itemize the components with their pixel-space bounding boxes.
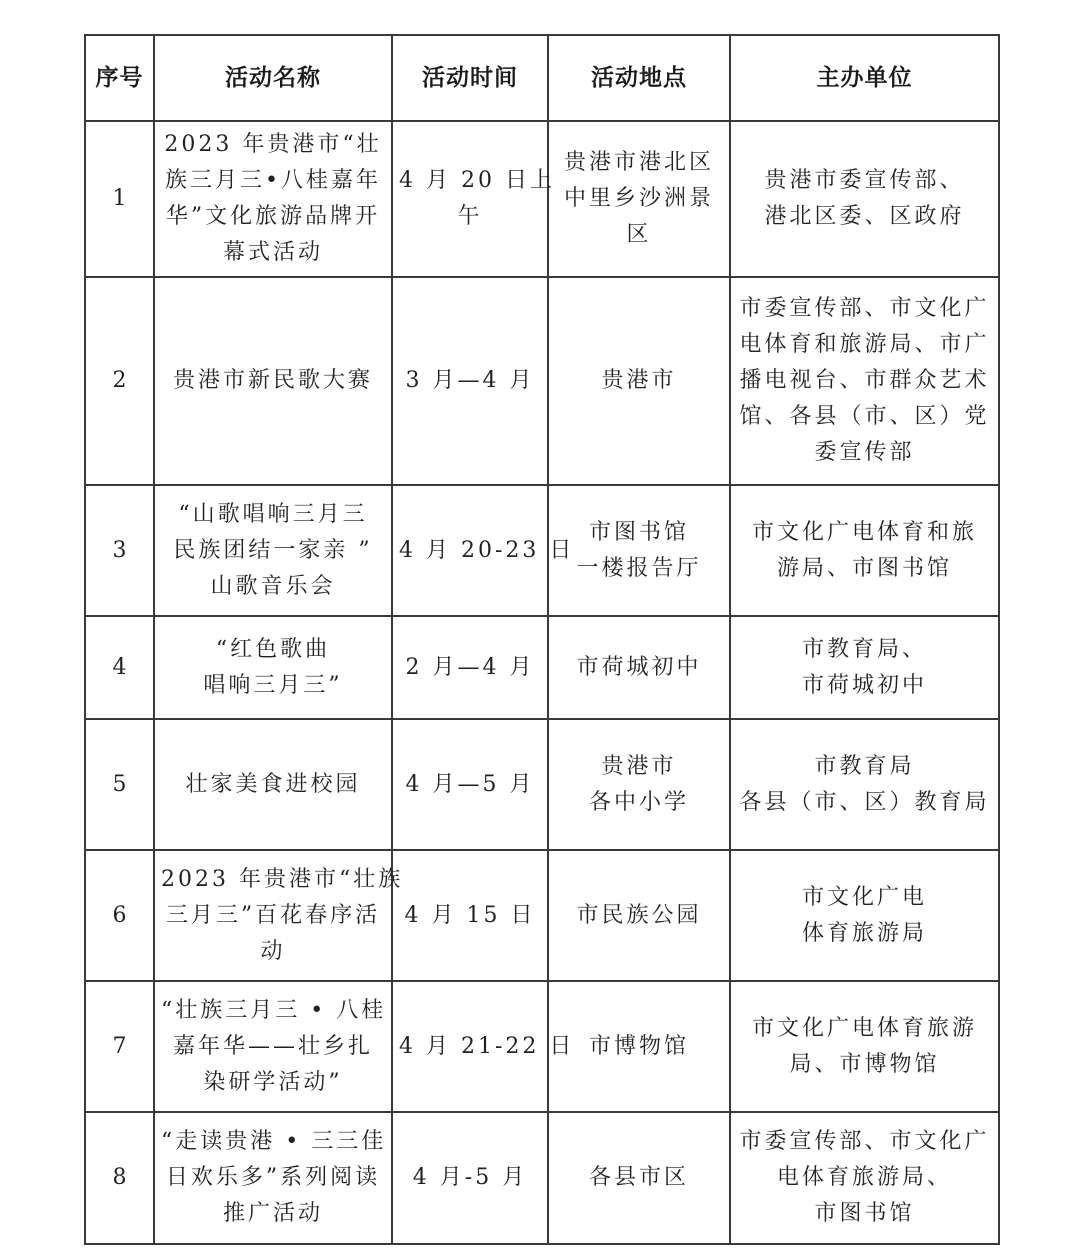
cell-organizer-line: 电体育旅游局、 (776, 1165, 952, 1190)
activity-table-container (84, 34, 998, 1245)
cell-organizer-line: 电体育和旅游局、市广 (739, 332, 990, 357)
cell-name-line: “山歌唱响三月三 (178, 501, 368, 527)
cell-place (548, 277, 730, 485)
cell-time-line: 午 (457, 204, 483, 229)
cell-time-line: 4 月 20-23 日 (399, 537, 575, 563)
header-place: 活动地点 (548, 35, 730, 121)
cell-organizer-line: 市委宣传部、市文化广 (739, 296, 990, 321)
cell-name-line: “红色歌曲 (215, 636, 331, 662)
cell-place-line: 市图书馆 (588, 519, 689, 545)
cell-organizer-line: 委宣传部 (814, 440, 915, 465)
cell-name-line: 壮家美食进校园 (185, 771, 361, 797)
table-row (85, 1112, 999, 1244)
cell-time-line: 4 月 15 日 (404, 902, 536, 928)
cell-name-line: 幕式活动 (222, 240, 323, 265)
cell-name-line: 三月三”百花春序活 (165, 902, 381, 928)
cell-place (548, 981, 730, 1112)
table-header-row (85, 35, 999, 121)
cell-place (548, 121, 730, 277)
table-row (85, 981, 999, 1112)
cell-place (548, 1112, 730, 1244)
cell-name-line: 2023 年贵港市“壮 (164, 132, 382, 157)
cell-time (392, 485, 575, 616)
cell-time (392, 1112, 548, 1244)
cell-place-line: 市博物馆 (588, 1033, 689, 1059)
cell-organizer (730, 719, 999, 850)
cell-organizer (730, 277, 999, 485)
cell-name-line: “壮族三月三 • 八桂 (161, 997, 387, 1023)
cell-name-line: 贵港市新民歌大赛 (172, 368, 373, 393)
header-no: 序号 (85, 35, 154, 121)
cell-place-line: 区 (626, 222, 652, 247)
cell-organizer (730, 981, 999, 1112)
cell-no: 3 (85, 485, 154, 616)
cell-name-line: 族三月三•八桂嘉年 (165, 168, 381, 193)
cell-place (548, 850, 730, 981)
cell-no: 6 (85, 850, 154, 981)
table-row (85, 616, 999, 719)
cell-name-line: 嘉年华——壮乡扎 (172, 1033, 373, 1059)
cell-time (392, 981, 575, 1112)
cell-place-line: 市民族公园 (576, 902, 702, 928)
cell-no: 2 (85, 277, 154, 485)
cell-name (154, 616, 392, 719)
cell-organizer-line: 体育旅游局 (801, 920, 927, 946)
cell-time (392, 277, 548, 485)
cell-place-line: 各县市区 (588, 1165, 689, 1190)
cell-place-line: 贵港市 (601, 368, 677, 393)
cell-name (154, 485, 392, 616)
cell-name-line: 华”文化旅游品牌开 (165, 204, 381, 229)
table-row (85, 485, 999, 616)
cell-no: 5 (85, 719, 154, 850)
cell-name-line: 民族团结一家亲 ” (173, 537, 373, 563)
cell-name-line: 日欢乐多”系列阅读 (165, 1165, 381, 1190)
cell-name-line: 染研学活动” (203, 1069, 343, 1095)
cell-name (154, 1112, 392, 1244)
cell-place-line: 市荷城初中 (576, 654, 702, 680)
cell-name-line: “走读贵港 • 三三佳 (161, 1129, 387, 1154)
cell-no: 4 (85, 616, 154, 719)
cell-organizer-line: 馆、各县（市、区）党 (739, 404, 990, 429)
cell-organizer-line: 各县（市、区）教育局 (739, 789, 990, 815)
cell-place-line: 贵港市港北区 (563, 150, 714, 175)
cell-organizer (730, 485, 999, 616)
cell-organizer-line: 播电视台、市群众艺术 (739, 368, 990, 393)
cell-place (548, 719, 730, 850)
cell-no: 8 (85, 1112, 154, 1244)
table-row (85, 719, 999, 850)
cell-time (392, 121, 555, 277)
table-row (85, 121, 999, 277)
cell-time (392, 616, 548, 719)
cell-organizer-line: 市教育局、 (801, 636, 927, 662)
cell-organizer-line: 局、市博物馆 (789, 1051, 940, 1077)
cell-place-line: 各中小学 (588, 789, 689, 815)
table-row (85, 277, 999, 485)
cell-organizer-line: 市图书馆 (814, 1201, 915, 1226)
cell-organizer-line: 市教育局 (814, 753, 915, 779)
cell-organizer-line: 市委宣传部、市文化广 (739, 1129, 990, 1154)
activity-table (84, 34, 1000, 1245)
header-organizer: 主办单位 (730, 35, 999, 121)
header-name: 活动名称 (154, 35, 392, 121)
cell-organizer-line: 游局、市图书馆 (776, 555, 952, 581)
cell-organizer (730, 616, 999, 719)
cell-no: 1 (85, 121, 154, 277)
table-row (85, 850, 999, 981)
cell-place-line: 一楼报告厅 (576, 555, 702, 581)
cell-name (154, 850, 404, 981)
table-body (85, 121, 999, 1244)
cell-organizer-line: 市文化广电体育和旅 (751, 519, 977, 545)
cell-name (154, 277, 392, 485)
cell-name-line: 动 (260, 938, 286, 964)
cell-name-line: 唱响三月三” (203, 672, 343, 698)
cell-time-line: 4 月—5 月 (405, 771, 535, 797)
cell-time-line: 2 月—4 月 (405, 654, 535, 680)
cell-place-line: 中里乡沙洲景 (563, 186, 714, 211)
cell-organizer-line: 港北区委、区政府 (764, 204, 965, 229)
cell-time-line: 4 月 21-22 日 (399, 1033, 575, 1059)
cell-name (154, 981, 392, 1112)
cell-organizer-line: 贵港市委宣传部、 (764, 168, 965, 193)
cell-place-line: 贵港市 (601, 753, 677, 779)
cell-no: 7 (85, 981, 154, 1112)
cell-place (548, 485, 730, 616)
cell-organizer-line: 市文化广电 (801, 884, 927, 910)
cell-time (392, 719, 548, 850)
cell-name-line: 2023 年贵港市“壮族 (161, 866, 404, 892)
cell-organizer-line: 市荷城初中 (801, 672, 927, 698)
cell-organizer-line: 市文化广电体育旅游 (751, 1015, 977, 1041)
cell-organizer (730, 850, 999, 981)
cell-time-line: 4 月-5 月 (412, 1165, 528, 1190)
cell-name (154, 121, 392, 277)
cell-time-line: 3 月—4 月 (405, 368, 535, 393)
header-time: 活动时间 (392, 35, 548, 121)
cell-organizer (730, 121, 999, 277)
cell-name-line: 山歌音乐会 (210, 573, 336, 599)
cell-name-line: 推广活动 (222, 1201, 323, 1226)
cell-time-line: 4 月 20 日上 (399, 168, 555, 193)
cell-name (154, 719, 392, 850)
cell-organizer (730, 1112, 999, 1244)
cell-time (392, 850, 548, 981)
cell-place (548, 616, 730, 719)
